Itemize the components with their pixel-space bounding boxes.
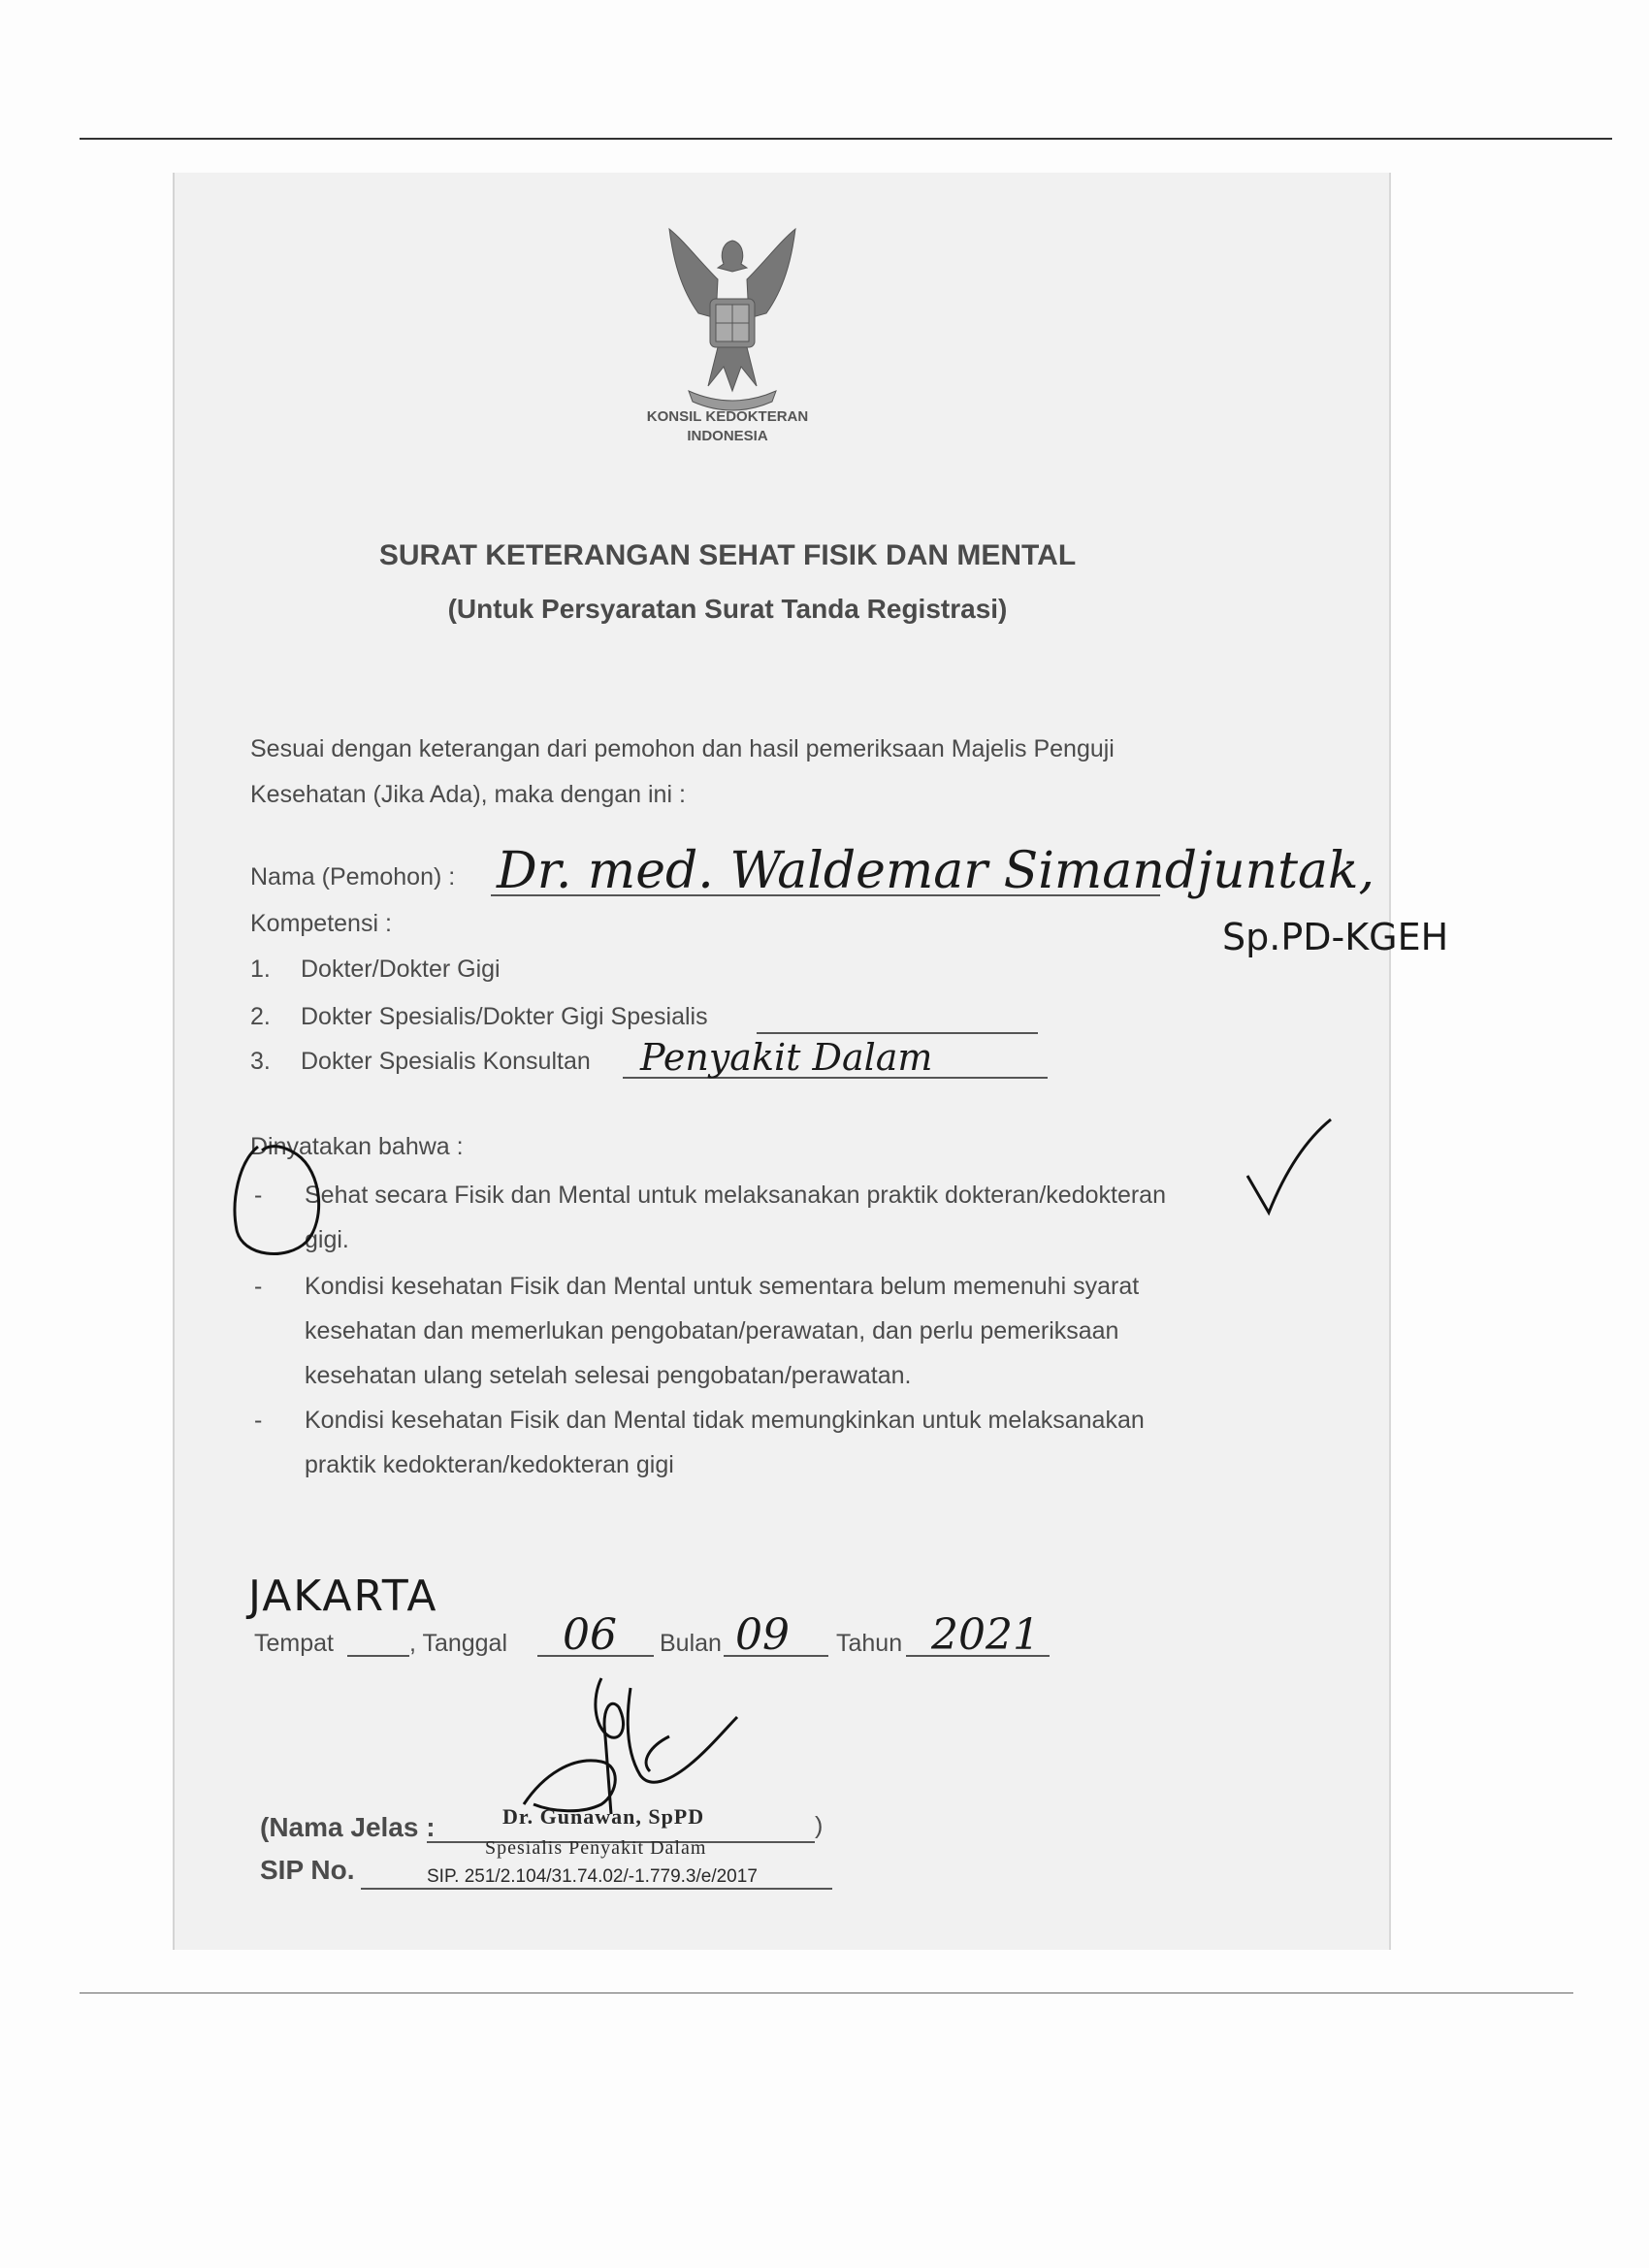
scan-border-top — [80, 138, 1612, 140]
option-1-line-2: gigi. — [305, 1226, 349, 1253]
garuda-emblem-icon — [660, 221, 805, 415]
institution-line-1: KONSIL KEDOKTERAN — [646, 408, 809, 425]
sip-label: SIP No. — [260, 1855, 355, 1885]
competence-item-2-line — [757, 1032, 1038, 1034]
applicant-name-handwritten: Dr. med. Waldemar Simandjuntak, — [497, 842, 1375, 900]
tempat-line — [347, 1655, 409, 1657]
option-2-line-2: kesehatan dan memerlukan pengobatan/perawatan, dan perlu pemeriksaan — [305, 1317, 1119, 1345]
option-2-bullet: - — [254, 1273, 263, 1300]
tempat-handwritten: JAKARTA — [248, 1571, 438, 1621]
tahun-handwritten: 2021 — [931, 1610, 1040, 1660]
competence-item-2: Dokter Spesialis/Dokter Gigi Spesialis — [301, 1003, 708, 1030]
checkmark-icon — [1242, 1116, 1339, 1222]
selection-circle-mark — [229, 1133, 336, 1269]
doctor-title-stamp: Spesialis Penyakit Dalam — [485, 1837, 707, 1859]
applicant-suffix-handwritten: Sp.PD-KGEH — [1222, 916, 1449, 958]
document-title: SURAT KETERANGAN SEHAT FISIK DAN MENTAL — [378, 539, 1077, 571]
tahun-label: Tahun — [836, 1630, 903, 1657]
tanggal-handwritten: 06 — [563, 1610, 617, 1660]
intro-line-2: Kesehatan (Jika Ada), maka dengan ini : — [250, 781, 686, 808]
nama-jelas-close: ) — [815, 1812, 824, 1839]
competence-item-2-num: 2. — [250, 1003, 271, 1030]
document-subtitle: (Untuk Persyaratan Surat Tanda Registrasi) — [447, 594, 1008, 624]
intro-line-1: Sesuai dengan keterangan dari pemohon dan hasil pemeriksaan Majelis Penguji — [250, 735, 1115, 762]
tempat-label: Tempat — [254, 1630, 334, 1657]
doctor-name-stamp: Dr. Gunawan, SpPD — [502, 1804, 705, 1829]
tanggal-label: , Tanggal — [409, 1630, 508, 1657]
option-1-line-1: Sehat secara Fisik dan Mental untuk melaksanakan praktik dokteran/kedokteran — [305, 1182, 1166, 1209]
institution-name — [582, 407, 873, 446]
competence-item-1: Dokter/Dokter Gigi — [301, 956, 501, 983]
applicant-label: Nama (Pemohon) : — [250, 863, 456, 891]
bulan-handwritten: 09 — [735, 1610, 790, 1660]
competence-item-3-num: 3. — [250, 1048, 271, 1075]
competence-item-3: Dokter Spesialis Konsultan — [301, 1048, 591, 1075]
bulan-label: Bulan — [660, 1630, 722, 1657]
option-3-bullet: - — [254, 1407, 263, 1434]
institution-line-2: INDONESIA — [687, 428, 768, 444]
competence-label: Kompetensi : — [250, 910, 392, 937]
handwritten-signature — [504, 1669, 747, 1824]
option-2-line-1: Kondisi kesehatan Fisik dan Mental untuk sementara belum memenuhi syarat — [305, 1273, 1140, 1300]
option-1-bullet: - — [254, 1182, 263, 1209]
option-3-line-2: praktik kedokteran/kedokteran gigi — [305, 1451, 674, 1478]
nama-jelas-label: (Nama Jelas : — [260, 1812, 436, 1842]
statement-label: Dinyatakan bahwa : — [250, 1133, 464, 1160]
sip-line — [361, 1888, 832, 1890]
sip-number-stamp: SIP. 251/2.104/31.74.02/-1.779.3/e/2017 — [427, 1866, 758, 1887]
competence-item-1-num: 1. — [250, 956, 271, 983]
competence-item-3-handwritten: Penyakit Dalam — [640, 1036, 933, 1079]
option-2-line-3: kesehatan ulang setelah selesai pengobatan/perawatan. — [305, 1362, 912, 1389]
option-3-line-1: Kondisi kesehatan Fisik dan Mental tidak memungkinkan untuk melaksanakan — [305, 1407, 1145, 1434]
